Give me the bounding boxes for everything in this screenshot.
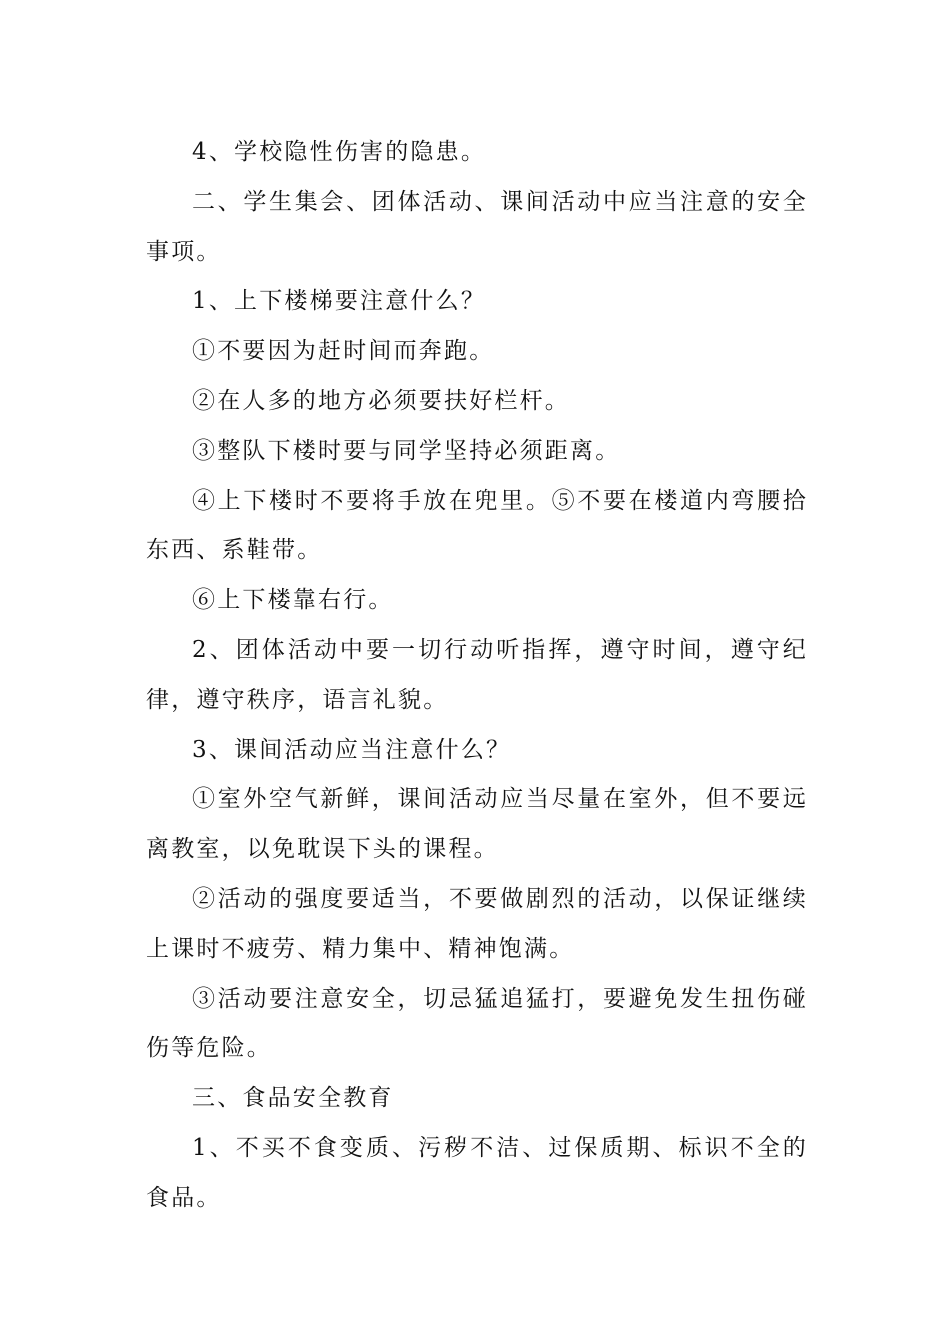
section-heading-food-safety: 三、食品安全教育 [192, 1085, 394, 1112]
list-item-keep-distance: ③整队下楼时要与同学坚持必须距离。 [192, 437, 621, 464]
list-item-hold-railing: ②在人多的地方必须要扶好栏杆。 [192, 387, 570, 414]
list-item-outdoor-activity: ①室外空气新鲜，课间活动应当尽量在室外，但不要远离教室，以免耽误下头的课程。 [146, 786, 808, 863]
paragraph-recess-question: 3、课间活动应当注意什么？ [192, 736, 512, 763]
list-item-hands-out-of-pockets: ④上下楼时不要将手放在兜里。⑤不要在楼道内弯腰拾东西、系鞋带。 [146, 487, 808, 564]
list-item-no-running: ①不要因为赶时间而奔跑。 [192, 338, 495, 365]
document-body [146, 128, 808, 1224]
paragraph-group-activities: 2、团体活动中要一切行动听指挥，遵守时间，遵守纪律，遵守秩序，语言礼貌。 [146, 636, 808, 713]
section-heading-gathering-safety: 二、学生集会、团体活动、课间活动中应当注意的安全事项。 [146, 188, 808, 265]
list-item-activity-safety: ③活动要注意安全，切忌猛追猛打，要避免发生扭伤碰伤等危险。 [146, 985, 808, 1062]
paragraph-stairs-question: 1、上下楼梯要注意什么？ [192, 288, 487, 315]
paragraph-hidden-hazards: 4、学校隐性伤害的隐患。 [192, 139, 487, 165]
list-item-keep-right: ⑥上下楼靠右行。 [192, 587, 394, 614]
list-item-moderate-intensity: ②活动的强度要适当，不要做剧烈的活动，以保证继续上课时不疲劳、精力集中、精神饱满。 [146, 885, 808, 962]
paragraph-food-rule-1: 1、不买不食变质、污秽不洁、过保质期、标识不全的食品。 [146, 1134, 808, 1211]
